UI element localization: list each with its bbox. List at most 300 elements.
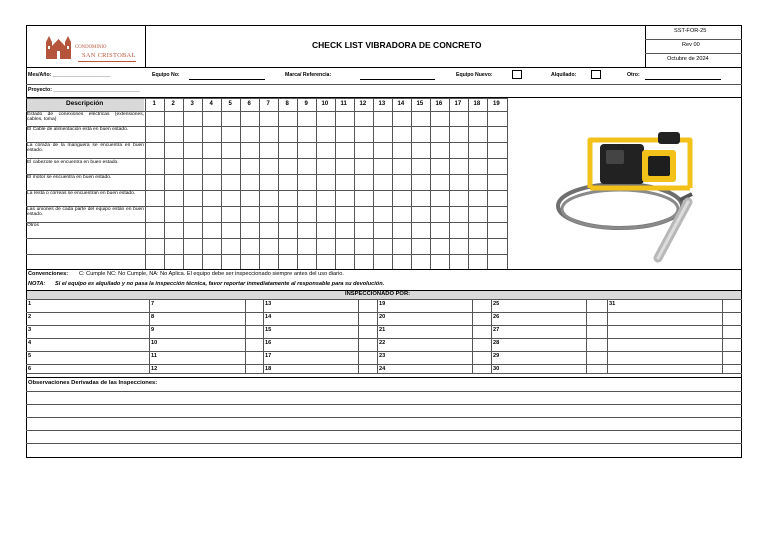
nota-label: NOTA: bbox=[28, 281, 46, 287]
form-title: CHECK LIST VIBRADORA DE CONCRETO bbox=[312, 40, 482, 50]
inspector-slot-8: 8 bbox=[151, 314, 155, 320]
check-cell[interactable] bbox=[317, 159, 335, 174]
check-cell[interactable] bbox=[298, 159, 316, 174]
check-cell[interactable] bbox=[260, 191, 278, 206]
inspector-name-field[interactable] bbox=[275, 326, 355, 336]
check-cell[interactable] bbox=[298, 207, 316, 222]
vibrator-image bbox=[554, 110, 724, 265]
check-cell[interactable] bbox=[488, 223, 507, 238]
check-cell[interactable] bbox=[317, 112, 335, 126]
check-cell[interactable] bbox=[393, 255, 411, 269]
check-cell[interactable] bbox=[165, 207, 183, 222]
check-cell[interactable] bbox=[488, 127, 507, 142]
check-cell[interactable] bbox=[165, 239, 183, 254]
alquilado-checkbox[interactable] bbox=[591, 70, 601, 79]
check-cell[interactable] bbox=[146, 143, 164, 158]
check-cell[interactable] bbox=[412, 223, 430, 238]
check-cell[interactable] bbox=[431, 159, 449, 174]
form-code: SST-FOR-25 bbox=[674, 28, 707, 34]
inspector-name-field[interactable] bbox=[389, 300, 469, 310]
inspector-name-field[interactable] bbox=[619, 300, 699, 310]
check-cell[interactable] bbox=[374, 207, 392, 222]
day-16-header: 16 bbox=[435, 101, 443, 107]
inspector-name-field[interactable] bbox=[275, 339, 355, 349]
check-cell[interactable] bbox=[336, 239, 354, 254]
day-5-header: 5 bbox=[228, 101, 232, 107]
check-cell[interactable] bbox=[298, 191, 316, 206]
check-cell[interactable] bbox=[393, 112, 411, 126]
marca-label: Marca/ Referencia: bbox=[285, 72, 332, 78]
check-cell[interactable] bbox=[184, 175, 202, 190]
check-cell[interactable] bbox=[393, 159, 411, 174]
check-cell[interactable] bbox=[184, 191, 202, 206]
check-cell[interactable] bbox=[146, 112, 164, 126]
check-cell[interactable] bbox=[450, 239, 468, 254]
check-cell[interactable] bbox=[260, 143, 278, 158]
check-cell[interactable] bbox=[165, 112, 183, 126]
inspector-slot-28: 28 bbox=[493, 340, 500, 346]
check-cell[interactable] bbox=[146, 159, 164, 174]
check-cell[interactable] bbox=[355, 223, 373, 238]
check-cell[interactable] bbox=[260, 239, 278, 254]
inspector-name-field[interactable] bbox=[161, 339, 241, 349]
check-cell[interactable] bbox=[184, 143, 202, 158]
checklist-header: Descripción bbox=[66, 100, 104, 107]
check-cell[interactable] bbox=[298, 239, 316, 254]
logo-name-text: SAN CRISTOBAL bbox=[82, 52, 136, 59]
check-cell[interactable] bbox=[222, 159, 240, 174]
inspector-name-field[interactable] bbox=[38, 313, 118, 323]
inspector-name-field[interactable] bbox=[503, 365, 583, 375]
check-cell[interactable] bbox=[298, 143, 316, 158]
check-cell[interactable] bbox=[336, 112, 354, 126]
inspector-slot-2: 2 bbox=[28, 314, 32, 320]
check-cell[interactable] bbox=[393, 191, 411, 206]
check-cell[interactable] bbox=[488, 143, 507, 158]
check-cell[interactable] bbox=[450, 255, 468, 269]
check-cell[interactable] bbox=[203, 255, 221, 269]
check-cell[interactable] bbox=[393, 207, 411, 222]
inspector-name-field[interactable] bbox=[503, 352, 583, 362]
check-cell[interactable] bbox=[431, 255, 449, 269]
check-cell[interactable] bbox=[412, 127, 430, 142]
check-cell[interactable] bbox=[184, 112, 202, 126]
inspector-name-field[interactable] bbox=[275, 365, 355, 375]
observation-line[interactable] bbox=[27, 405, 741, 416]
inspector-slot-12: 12 bbox=[151, 366, 158, 372]
check-cell[interactable] bbox=[184, 159, 202, 174]
check-cell[interactable] bbox=[412, 207, 430, 222]
checklist-item: El cabezote se encuentra en buen estado. bbox=[27, 160, 119, 165]
concrete-vibrator-icon bbox=[554, 110, 724, 265]
check-cell[interactable] bbox=[431, 112, 449, 126]
inspector-slot-25: 25 bbox=[493, 301, 500, 307]
check-cell[interactable] bbox=[488, 239, 507, 254]
check-cell[interactable] bbox=[222, 255, 240, 269]
alquilado-label: Alquilado: bbox=[551, 72, 577, 78]
inspector-name-field[interactable] bbox=[275, 352, 355, 362]
check-cell[interactable] bbox=[222, 191, 240, 206]
nota-text: Si el equipo es alquilado y no pasa la inspección técnica, favor reportar inmediatamente al responsable para su devolución. bbox=[55, 281, 385, 287]
checklist-item: El Cable de alimentación está en buen estado. bbox=[27, 127, 129, 132]
check-cell[interactable] bbox=[146, 239, 164, 254]
check-cell[interactable] bbox=[146, 127, 164, 142]
check-cell[interactable] bbox=[469, 127, 487, 142]
inspector-slot-11: 11 bbox=[151, 353, 157, 359]
check-cell[interactable] bbox=[317, 127, 335, 142]
check-cell[interactable] bbox=[374, 255, 392, 269]
check-cell[interactable] bbox=[336, 223, 354, 238]
check-cell[interactable] bbox=[165, 255, 183, 269]
check-cell[interactable] bbox=[374, 175, 392, 190]
check-cell[interactable] bbox=[165, 175, 183, 190]
check-cell[interactable] bbox=[222, 143, 240, 158]
check-cell[interactable] bbox=[222, 112, 240, 126]
day-19-header: 19 bbox=[493, 101, 500, 107]
checklist-item: Las uniones de cada parte del equipo están en buen estado. bbox=[27, 207, 144, 218]
otro-field[interactable] bbox=[645, 79, 721, 80]
day-6-header: 6 bbox=[247, 101, 251, 107]
inspector-name-field[interactable] bbox=[275, 300, 355, 310]
check-cell[interactable] bbox=[165, 159, 183, 174]
check-cell[interactable] bbox=[260, 175, 278, 190]
inspector-slot-6: 6 bbox=[28, 366, 32, 372]
check-cell[interactable] bbox=[317, 191, 335, 206]
check-cell[interactable] bbox=[488, 112, 507, 126]
check-cell[interactable] bbox=[336, 175, 354, 190]
check-cell[interactable] bbox=[412, 175, 430, 190]
inspector-slot-24: 24 bbox=[379, 366, 386, 372]
check-cell[interactable] bbox=[222, 175, 240, 190]
check-cell[interactable] bbox=[469, 112, 487, 126]
inspector-name-field[interactable] bbox=[389, 313, 469, 323]
check-cell[interactable] bbox=[298, 127, 316, 142]
inspector-name-field[interactable] bbox=[38, 352, 118, 362]
inspector-slot-3: 3 bbox=[28, 327, 32, 333]
check-cell[interactable] bbox=[184, 207, 202, 222]
check-cell[interactable] bbox=[279, 159, 297, 174]
check-cell[interactable] bbox=[450, 191, 468, 206]
check-cell[interactable] bbox=[165, 143, 183, 158]
check-cell[interactable] bbox=[355, 112, 373, 126]
check-cell[interactable] bbox=[317, 239, 335, 254]
check-cell[interactable] bbox=[146, 207, 164, 222]
check-cell[interactable] bbox=[374, 112, 392, 126]
check-cell[interactable] bbox=[203, 159, 221, 174]
equipo-no-label: Equipo No: bbox=[152, 72, 180, 78]
check-cell[interactable] bbox=[222, 127, 240, 142]
check-cell[interactable] bbox=[374, 239, 392, 254]
inspector-slot-4: 4 bbox=[28, 340, 32, 346]
check-cell[interactable] bbox=[260, 207, 278, 222]
check-cell[interactable] bbox=[355, 175, 373, 190]
check-cell[interactable] bbox=[355, 127, 373, 142]
check-cell[interactable] bbox=[279, 112, 297, 126]
check-cell[interactable] bbox=[146, 255, 164, 269]
check-cell[interactable] bbox=[203, 175, 221, 190]
check-cell[interactable] bbox=[412, 239, 430, 254]
check-cell[interactable] bbox=[203, 191, 221, 206]
observation-line[interactable] bbox=[27, 431, 741, 442]
equipo-no-field[interactable] bbox=[189, 79, 265, 80]
day-4-header: 4 bbox=[209, 101, 213, 107]
check-cell[interactable] bbox=[412, 143, 430, 158]
check-cell[interactable] bbox=[317, 143, 335, 158]
check-cell[interactable] bbox=[412, 191, 430, 206]
check-cell[interactable] bbox=[469, 191, 487, 206]
form-revision: Rev 00 bbox=[682, 42, 700, 48]
check-cell[interactable] bbox=[355, 255, 373, 269]
check-cell[interactable] bbox=[412, 159, 430, 174]
check-cell[interactable] bbox=[260, 112, 278, 126]
inspector-slot-31: 31 bbox=[609, 301, 616, 307]
day-11-header: 11 bbox=[340, 101, 347, 107]
inspector-name-field[interactable] bbox=[389, 339, 469, 349]
observation-line[interactable] bbox=[27, 418, 741, 429]
check-cell[interactable] bbox=[241, 207, 259, 222]
check-cell[interactable] bbox=[488, 175, 507, 190]
check-cell[interactable] bbox=[165, 127, 183, 142]
inspector-name-field[interactable] bbox=[161, 326, 241, 336]
inspector-slot-16: 16 bbox=[265, 340, 272, 346]
check-cell[interactable] bbox=[279, 239, 297, 254]
check-cell[interactable] bbox=[298, 223, 316, 238]
check-cell[interactable] bbox=[469, 143, 487, 158]
check-cell[interactable] bbox=[393, 127, 411, 142]
check-cell[interactable] bbox=[469, 159, 487, 174]
check-cell[interactable] bbox=[393, 239, 411, 254]
check-cell[interactable] bbox=[241, 159, 259, 174]
check-cell[interactable] bbox=[184, 127, 202, 142]
inspector-slot-20: 20 bbox=[379, 314, 386, 320]
check-cell[interactable] bbox=[241, 112, 259, 126]
inspector-name-field[interactable] bbox=[38, 339, 118, 349]
check-cell[interactable] bbox=[165, 223, 183, 238]
inspector-slot-13: 13 bbox=[265, 301, 272, 307]
check-cell[interactable] bbox=[355, 191, 373, 206]
inspector-name-field[interactable] bbox=[503, 300, 583, 310]
check-cell[interactable] bbox=[488, 159, 507, 174]
observation-line[interactable] bbox=[27, 392, 741, 403]
checklist-item: Otros bbox=[27, 223, 39, 228]
check-cell[interactable] bbox=[336, 143, 354, 158]
check-cell[interactable] bbox=[298, 255, 316, 269]
check-cell[interactable] bbox=[260, 159, 278, 174]
day-18-header: 18 bbox=[473, 101, 481, 107]
check-cell[interactable] bbox=[336, 159, 354, 174]
logo-top-text: CONDOMINIO bbox=[75, 45, 107, 50]
check-cell[interactable] bbox=[336, 127, 354, 142]
day-17-header: 17 bbox=[454, 101, 462, 107]
check-cell[interactable] bbox=[469, 175, 487, 190]
check-cell[interactable] bbox=[298, 112, 316, 126]
check-cell[interactable] bbox=[469, 223, 487, 238]
check-cell[interactable] bbox=[431, 127, 449, 142]
check-cell[interactable] bbox=[241, 239, 259, 254]
check-cell[interactable] bbox=[393, 143, 411, 158]
day-14-header: 14 bbox=[397, 101, 405, 107]
check-cell[interactable] bbox=[469, 255, 487, 269]
check-cell[interactable] bbox=[355, 207, 373, 222]
form-date: Octubre de 2024 bbox=[667, 56, 709, 62]
inspector-slot-9: 9 bbox=[151, 327, 155, 333]
check-cell[interactable] bbox=[203, 207, 221, 222]
check-cell[interactable] bbox=[393, 223, 411, 238]
inspector-name-field[interactable] bbox=[38, 326, 118, 336]
check-cell[interactable] bbox=[203, 223, 221, 238]
check-cell[interactable] bbox=[488, 207, 507, 222]
day-8-header: 8 bbox=[285, 101, 289, 107]
marca-field[interactable] bbox=[360, 79, 435, 80]
day-15-header: 15 bbox=[416, 101, 424, 107]
check-cell[interactable] bbox=[450, 143, 468, 158]
inspector-name-field[interactable] bbox=[161, 352, 241, 362]
check-cell[interactable] bbox=[203, 112, 221, 126]
check-cell[interactable] bbox=[184, 255, 202, 269]
otro-label: Otro: bbox=[627, 72, 640, 78]
check-cell[interactable] bbox=[317, 255, 335, 269]
inspector-name-field[interactable] bbox=[389, 352, 469, 362]
check-cell[interactable] bbox=[393, 175, 411, 190]
proyecto-label: Proyecto: ______________________________ bbox=[28, 87, 140, 93]
check-cell[interactable] bbox=[279, 143, 297, 158]
check-cell[interactable] bbox=[184, 223, 202, 238]
inspector-slot-21: 21 bbox=[379, 327, 386, 333]
inspector-name-field[interactable] bbox=[38, 300, 118, 310]
day-7-header: 7 bbox=[266, 101, 270, 107]
check-cell[interactable] bbox=[317, 207, 335, 222]
check-cell[interactable] bbox=[374, 223, 392, 238]
check-cell[interactable] bbox=[279, 175, 297, 190]
check-cell[interactable] bbox=[317, 223, 335, 238]
check-cell[interactable] bbox=[450, 112, 468, 126]
inspector-name-field[interactable] bbox=[38, 365, 118, 375]
checklist-item: Estado de conexiones eléctricas (extensiones, cables, toma) bbox=[27, 112, 144, 123]
check-cell[interactable] bbox=[203, 127, 221, 142]
inspector-name-field[interactable] bbox=[275, 313, 355, 323]
check-cell[interactable] bbox=[260, 223, 278, 238]
inspector-name-field[interactable] bbox=[161, 300, 241, 310]
check-cell[interactable] bbox=[450, 127, 468, 142]
inspector-name-field[interactable] bbox=[503, 313, 583, 323]
observations-title: Observaciones Derivadas de las Inspecciones: bbox=[28, 380, 158, 386]
check-cell[interactable] bbox=[450, 223, 468, 238]
check-cell[interactable] bbox=[412, 255, 430, 269]
inspector-slot-23: 23 bbox=[379, 353, 386, 359]
inspector-name-field[interactable] bbox=[503, 326, 583, 336]
check-cell[interactable] bbox=[412, 112, 430, 126]
inspector-slot-14: 14 bbox=[265, 314, 272, 320]
check-cell[interactable] bbox=[450, 175, 468, 190]
check-cell[interactable] bbox=[279, 191, 297, 206]
inspector-name-field[interactable] bbox=[503, 339, 583, 349]
conventions-text: C: Cumple NC: No Cumple, NA: No Aplica. El equipo debe ser inspeccionado siempre antes del uso diario. bbox=[79, 271, 344, 277]
check-cell[interactable] bbox=[241, 255, 259, 269]
check-cell[interactable] bbox=[279, 255, 297, 269]
check-cell[interactable] bbox=[241, 127, 259, 142]
check-cell[interactable] bbox=[450, 159, 468, 174]
check-cell[interactable] bbox=[146, 223, 164, 238]
inspector-slot-5: 5 bbox=[28, 353, 32, 359]
check-cell[interactable] bbox=[279, 127, 297, 142]
check-cell[interactable] bbox=[241, 175, 259, 190]
check-cell[interactable] bbox=[317, 175, 335, 190]
check-cell[interactable] bbox=[355, 239, 373, 254]
check-cell[interactable] bbox=[355, 143, 373, 158]
day-10-header: 10 bbox=[321, 101, 329, 107]
check-cell[interactable] bbox=[469, 239, 487, 254]
check-cell[interactable] bbox=[450, 207, 468, 222]
day-2-header: 2 bbox=[171, 101, 175, 107]
check-cell[interactable] bbox=[279, 207, 297, 222]
check-cell[interactable] bbox=[431, 143, 449, 158]
check-cell[interactable] bbox=[431, 191, 449, 206]
inspector-slot-19: 19 bbox=[379, 301, 386, 307]
inspector-name-field[interactable] bbox=[389, 365, 469, 375]
check-cell[interactable] bbox=[336, 207, 354, 222]
inspector-slot-7: 7 bbox=[151, 301, 155, 307]
check-cell[interactable] bbox=[355, 159, 373, 174]
check-cell[interactable] bbox=[241, 191, 259, 206]
check-cell[interactable] bbox=[260, 255, 278, 269]
inspector-slot-26: 26 bbox=[493, 314, 500, 320]
check-cell[interactable] bbox=[203, 143, 221, 158]
check-cell[interactable] bbox=[241, 223, 259, 238]
check-cell[interactable] bbox=[469, 207, 487, 222]
check-cell[interactable] bbox=[203, 239, 221, 254]
check-cell[interactable] bbox=[279, 223, 297, 238]
equipo-nuevo-checkbox[interactable] bbox=[512, 70, 522, 79]
check-cell[interactable] bbox=[374, 143, 392, 158]
check-cell[interactable] bbox=[146, 191, 164, 206]
check-cell[interactable] bbox=[241, 143, 259, 158]
day-13-header: 13 bbox=[378, 101, 386, 107]
check-cell[interactable] bbox=[222, 223, 240, 238]
check-cell[interactable] bbox=[488, 191, 507, 206]
equipo-nuevo-label: Equipo Nuevo: bbox=[456, 72, 493, 78]
inspector-slot-10: 10 bbox=[151, 340, 158, 346]
inspector-name-field[interactable] bbox=[389, 326, 469, 336]
check-cell[interactable] bbox=[431, 239, 449, 254]
check-cell[interactable] bbox=[374, 159, 392, 174]
check-cell[interactable] bbox=[374, 127, 392, 142]
check-cell[interactable] bbox=[222, 239, 240, 254]
check-cell[interactable] bbox=[374, 191, 392, 206]
check-cell[interactable] bbox=[165, 191, 183, 206]
check-cell[interactable] bbox=[488, 255, 507, 269]
observation-line[interactable] bbox=[27, 444, 741, 455]
inspector-slot-30: 30 bbox=[493, 366, 500, 372]
checklist-item: El motor se encuentra en buen estado. bbox=[27, 175, 112, 180]
check-cell[interactable] bbox=[184, 239, 202, 254]
inspector-slot-18: 18 bbox=[265, 366, 272, 372]
check-cell[interactable] bbox=[431, 207, 449, 222]
check-cell[interactable] bbox=[336, 255, 354, 269]
check-cell[interactable] bbox=[146, 175, 164, 190]
check-cell[interactable] bbox=[260, 127, 278, 142]
day-1-header: 1 bbox=[152, 101, 156, 107]
check-cell[interactable] bbox=[336, 191, 354, 206]
check-cell[interactable] bbox=[222, 207, 240, 222]
checklist-item: La resta o correas se encuentran en buen estado. bbox=[27, 191, 136, 196]
inspector-name-field[interactable] bbox=[161, 365, 241, 375]
inspector-name-field[interactable] bbox=[161, 313, 241, 323]
check-cell[interactable] bbox=[298, 175, 316, 190]
check-cell[interactable] bbox=[431, 223, 449, 238]
checklist-item: La coraza de la manguera se encuentra en buen estado. bbox=[27, 143, 144, 154]
inspector-slot-22: 22 bbox=[379, 340, 386, 346]
check-cell[interactable] bbox=[431, 175, 449, 190]
